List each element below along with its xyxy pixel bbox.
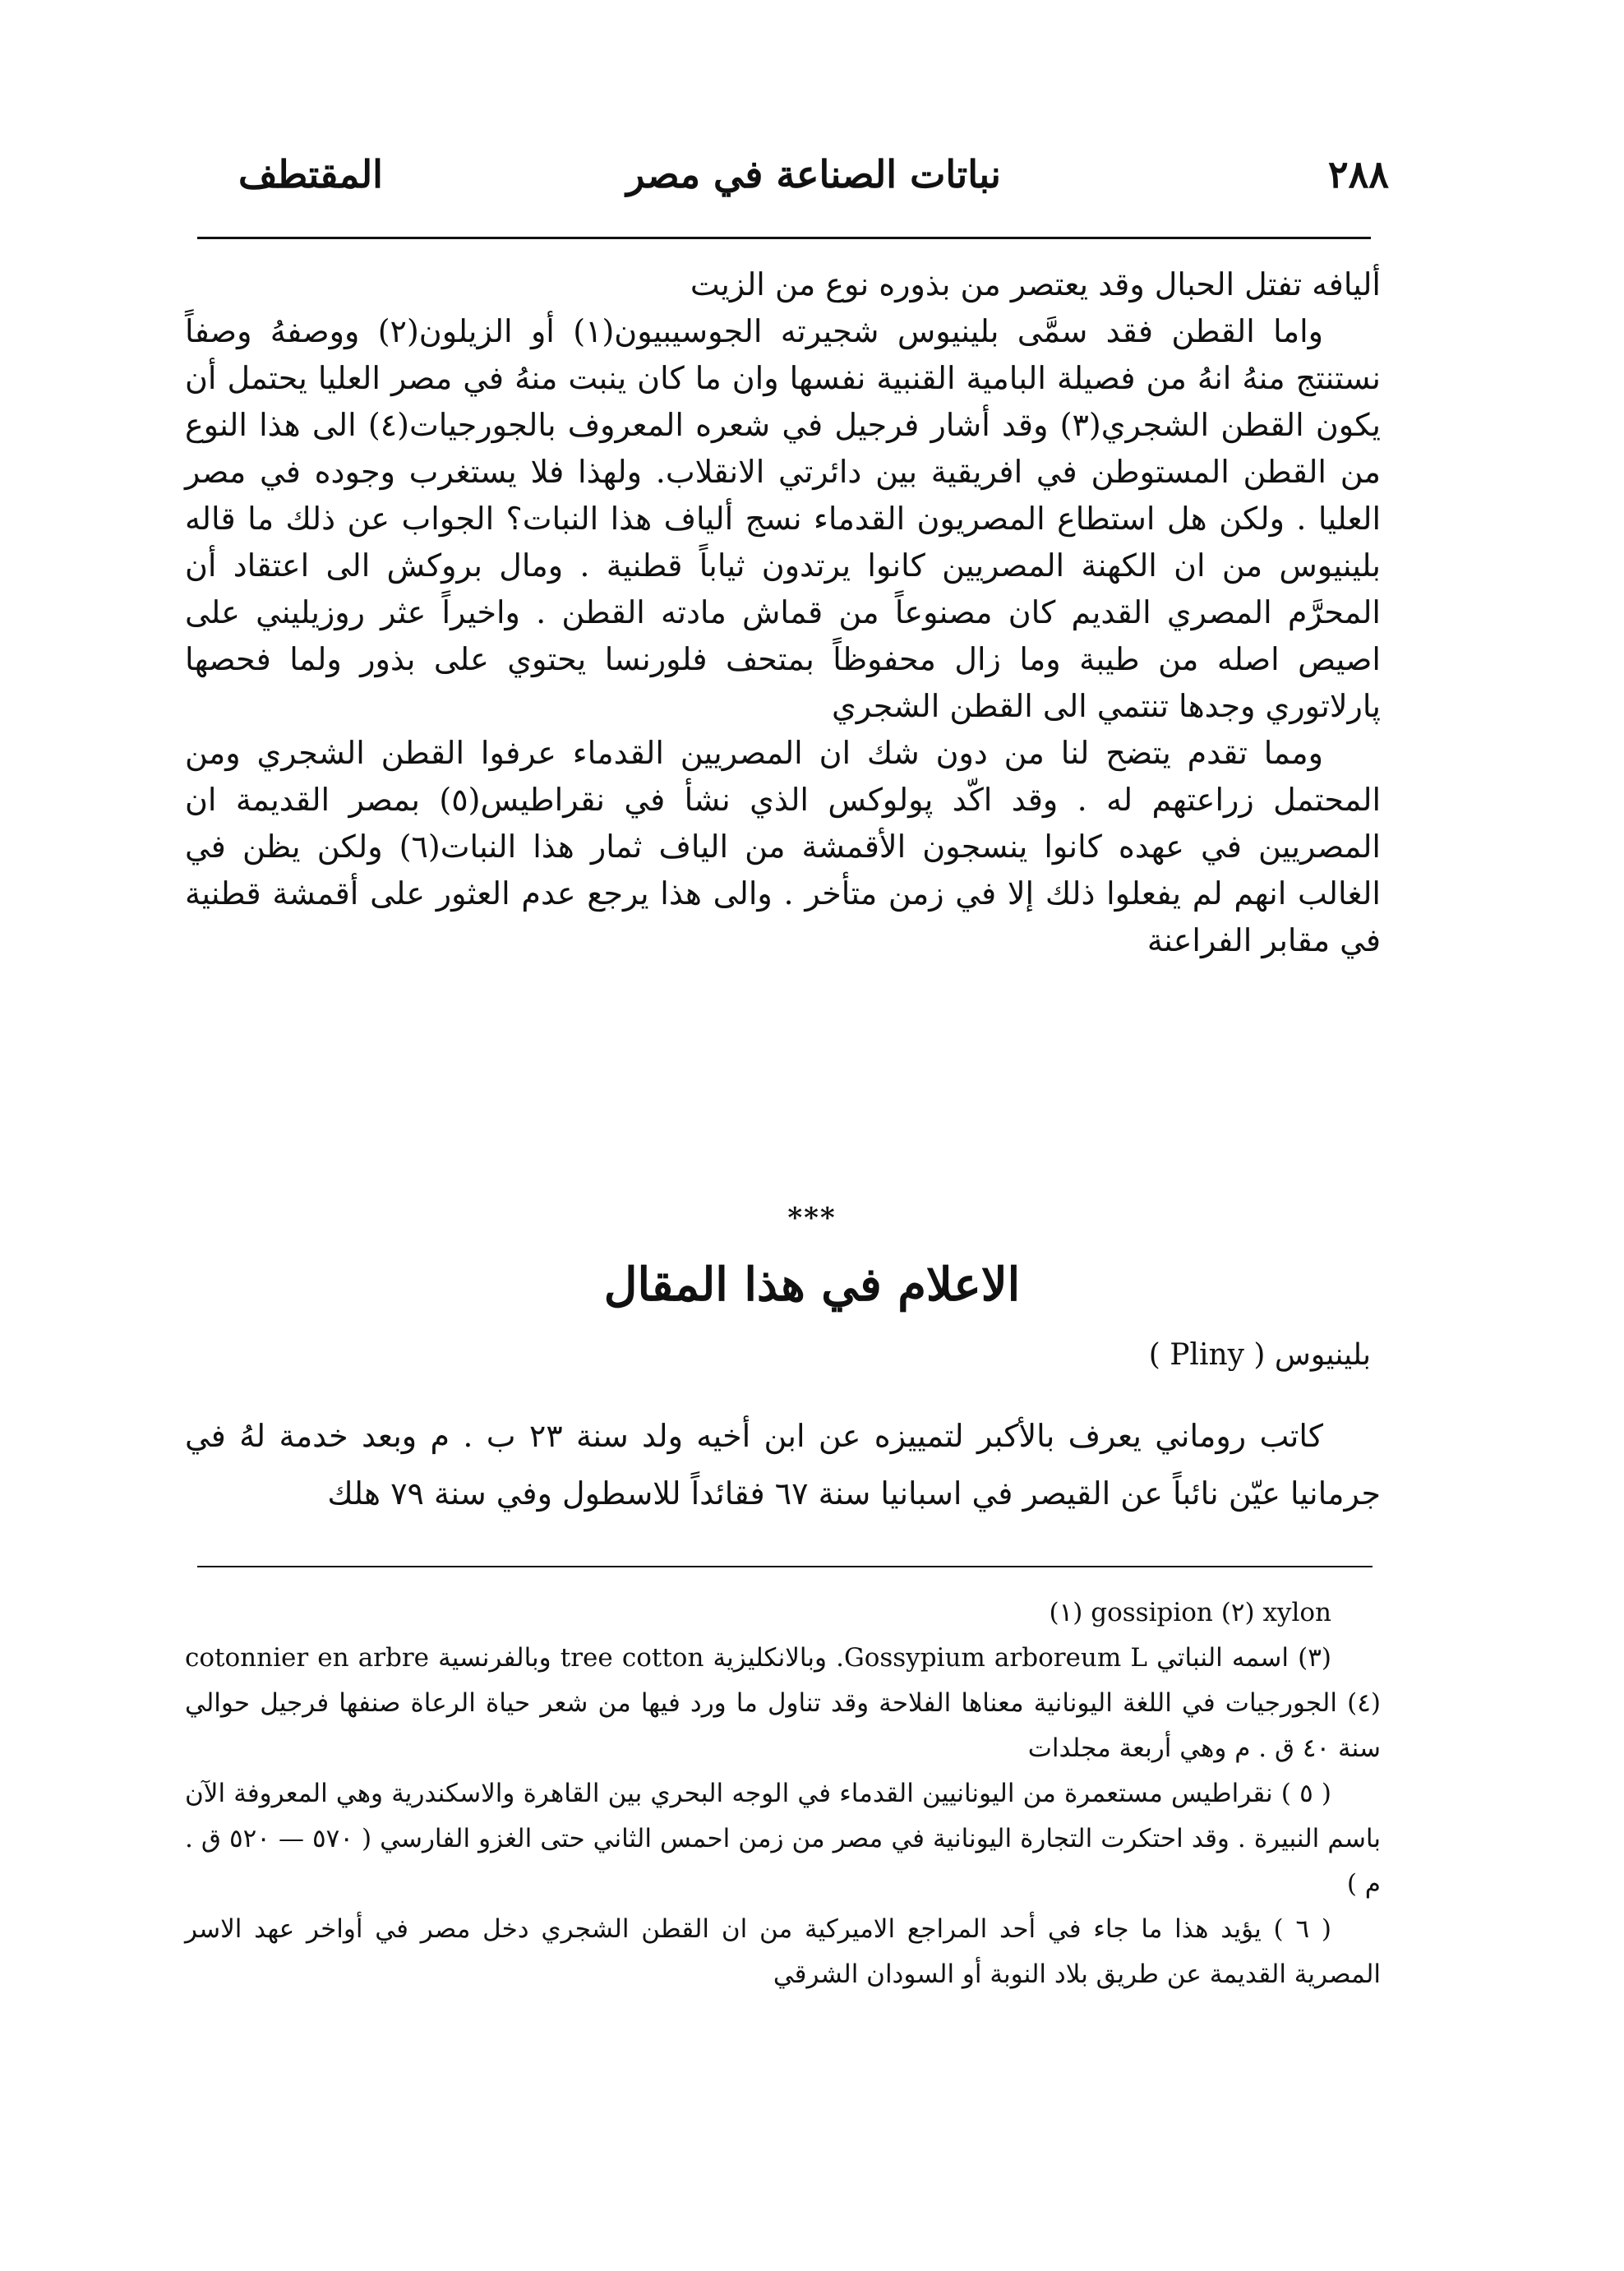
paragraph: واما القطن فقد سمَّى بلينيوس شجيرته الجوسيبيون(١) أو الزيلون(٢) ووصفهُ وصفاً نستنتج منهُ انهُ من فصيلة البامية القنبية نفسها وان ما كان ينبت منهُ في مصر العليا يحتمل أن يكون القطن الشجري(٣) وقد أشار فرجيل في شعره المعروف بالجورجيات(٤) الى هذا النوع من القطن المستوطن في افريقية بين دائرتي الانقلاب. ولهذا فلا يستغرب وجوده في مصر العليا . ولكن هل استطاع المصريون القدماء نسج ألياف هذا النبات؟ الجواب عن ذلك ما قاله بلينيوس من ان الكهنة المصريين كانوا يرتدون ثياباً قطنية . ومال بروكش الى اعتقاد أن المحرَّم المصري القديم كان مصنوعاً من قماش مادته القطن . واخيراً عثر روزيليني على اصيص اصله من طيبة وما زال محفوظاً بمتحف فلورنسا يحتوي على بذور ولما فحصها پارلاتوري وجدها تنتمي الى القطن الشجري: [185, 313, 1381, 724]
main-text: [185, 261, 1381, 964]
section-heading: الاعلام في هذا المقال: [603, 1258, 1021, 1312]
page-number: ٢٨٨: [1327, 152, 1389, 196]
journal-name: المقتطف: [238, 152, 383, 196]
entry-name: بلينيوس ( Pliny ): [1148, 1338, 1371, 1372]
footnote-rule: [197, 1566, 1373, 1567]
paragraph: ومما تقدم يتضح لنا من دون شك ان المصريين القدماء عرفوا القطن الشجري ومن المحتمل زراعتهم له . وقد اكّد پولوكس الذي نشأ في نقراطيس(٥) بمصر القديمة ان المصريين في عهده كانوا ينسجون الأقمشة من الياف ثمار هذا النبات(٦) ولكن يظن في الغالب انهم لم يفعلوا ذلك إلا في زمن متأخر . والى هذا يرجع عدم العثور على أقمشة قطنية في مقابر الفراعنة: [185, 735, 1382, 958]
paragraph: أليافه تفتل الحبال وقد يعتصر من بذوره نوع من الزيت: [690, 266, 1381, 302]
footnote: (٣) اسمه النباتي Gossypium arboreum L. وبالانكليزية tree cotton وبالفرنسية cotonnier en arbre (٤) الجورجيات في اللغة اليونانية معناها الفلاحة وقد تناول ما ورد فيها من شعر حياة الرعاة صنفها فرجيل حوالي سنة ٤٠ ق . م وهي أربعة مجلدات: [185, 1643, 1381, 1763]
footnote: ( ٦ ) يؤيد هذا ما جاء في أحد المراجع الاميركية من ان القطن الشجري دخل مصر في أواخر عهد الاسر المصرية القديمة عن طريق بلاد النوبة أو السودان الشرقي: [185, 1914, 1381, 1989]
footnote: xylon (٢) gossipion (١): [1049, 1598, 1331, 1627]
page-header: [238, 152, 1389, 218]
header-rule: [197, 237, 1371, 239]
section-separator: ***: [787, 1202, 837, 1235]
running-title: نباتات الصناعة في مصر: [626, 152, 1001, 196]
footnotes: [185, 1590, 1381, 1997]
biography-text: كاتب روماني يعرف بالأكبر لتمييزه عن ابن أخيه ولد سنة ٢٣ ب . م وبعد خدمة لهُ في جرمانيا عيّن نائباً عن القيصر في اسبانيا سنة ٦٧ فقائداً للاسطول وفي سنة ٧٩ هلك: [185, 1418, 1381, 1512]
footnote: ( ٥ ) نقراطيس مستعمرة من اليونانيين القدماء في الوجه البحري بين القاهرة والاسكندرية وهي المعروفة الآن باسم النبيرة . وقد احتكرت التجارة اليونانية في مصر من زمن احمس الثاني حتى الغزو الفارسي ( ٥٧٠ — ٥٢٠ ق . م ): [185, 1779, 1381, 1899]
entry-biography: [185, 1407, 1381, 1522]
